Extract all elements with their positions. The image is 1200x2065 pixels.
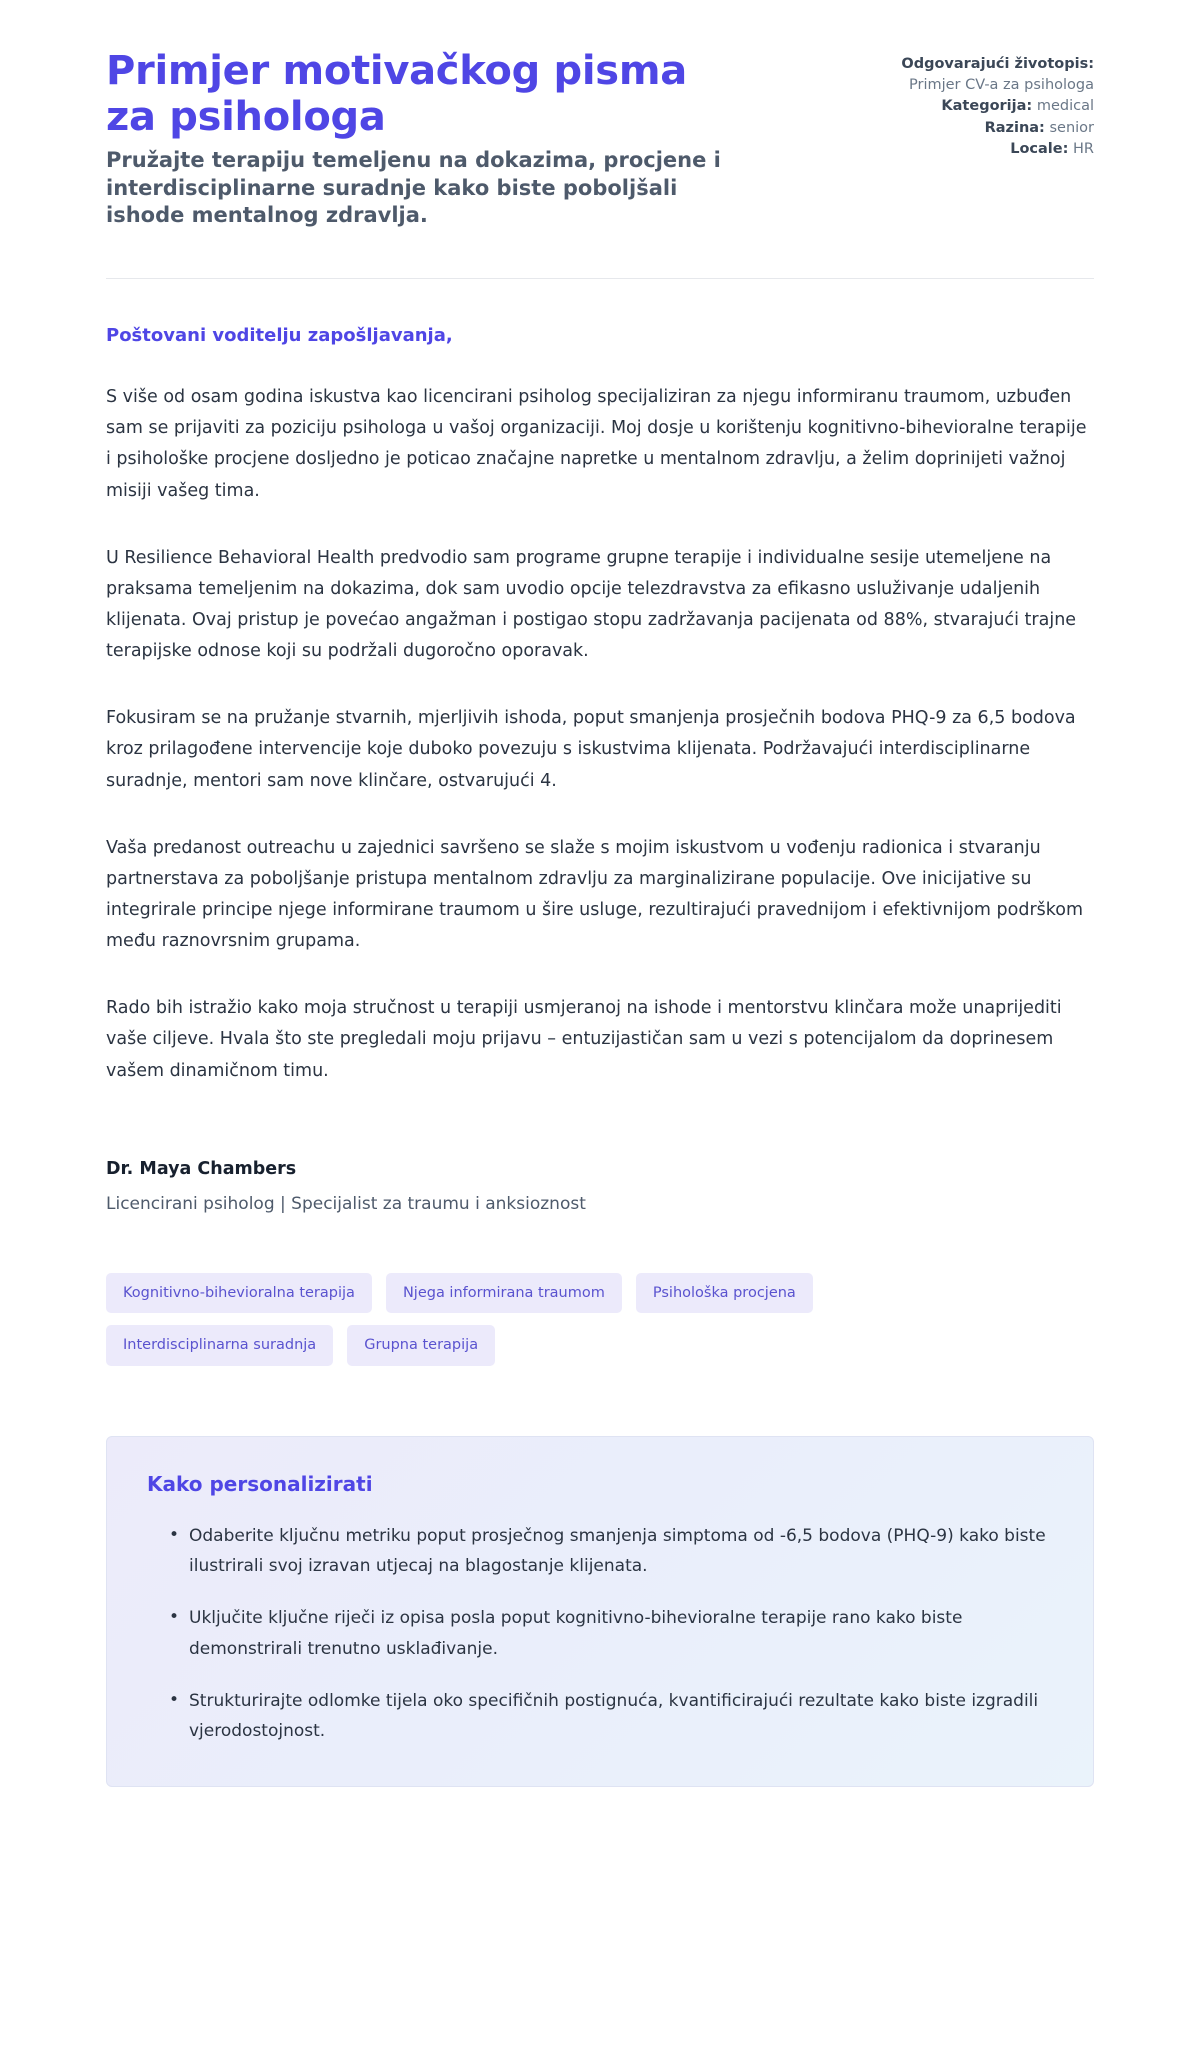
metadata-row-related-resume bbox=[884, 54, 1094, 95]
letter-paragraph-2: U Resilience Behavioral Health predvodio sam programe grupne terapije i individualne sesije utemeljene na praksama temeljenim na dokazima, dok sam uvodio opcije telezdravstva za efikasno usluživanje udaljenih klijenata. Ovaj pristup je povećao angažman i postigao stopu zadržavanja pacijenata od 88%, stvarajući trajne terapijske odnose koji su podržali dugoročno oporavak. bbox=[106, 547, 1077, 662]
metadata-value-category: medical bbox=[1036, 98, 1094, 115]
metadata-row-category bbox=[884, 96, 1094, 117]
skill-tag[interactable]: Grupna terapija bbox=[347, 1325, 495, 1366]
callout-tip-item: • Odaberite ključnu metriku poput prosječnog smanjenja simptoma od -6,5 bodova (PHQ-9) kako biste ilustrirali svoj izravan utjecaj na blagostanje klijenata. bbox=[169, 1521, 1053, 1582]
metadata-label-category: Kategorija: bbox=[941, 98, 1033, 115]
how-to-personalize-callout bbox=[106, 1436, 1094, 1788]
metadata-label-related-resume: Odgovarajući životopis: bbox=[901, 56, 1094, 72]
metadata-value-related-resume: Primjer CV-a za psihologa bbox=[909, 76, 1094, 93]
callout-tip-list bbox=[147, 1521, 1053, 1747]
metadata-row-locale bbox=[884, 139, 1094, 160]
header-title-block bbox=[106, 48, 746, 230]
skill-tag[interactable]: Interdisciplinarna suradnja bbox=[106, 1325, 333, 1366]
letter-paragraph-4: Vaša predanost outreachu u zajednici savršeno se slaže s mojim iskustvom u vođenju radionica i stvaranju partnerstava za poboljšanje pristupa mentalnom zdravlju za marginalizirane populacije. Ove inicijative su integrirale principe njege informirane traumom u šire usluge, rezultirajući pravednijom i efektivnijom podrškom među raznovrsnim grupama. bbox=[106, 837, 1084, 952]
callout-title: Kako personalizirati bbox=[147, 1471, 373, 1496]
callout-tip-item: • Strukturirajte odlomke tijela oko specifičnih postignuća, kvantificirajući rezultate kako biste izgradili vjerodostojnost. bbox=[169, 1686, 1053, 1747]
skill-tag[interactable]: Njega informirana traumom bbox=[386, 1273, 622, 1314]
skill-tag-list bbox=[106, 1273, 946, 1366]
page-title: Primjer motivačkog pisma za psihologa bbox=[106, 48, 687, 141]
cover-letter-body bbox=[106, 279, 1094, 1217]
document-header bbox=[106, 48, 1094, 230]
skill-tag[interactable]: Psihološka procjena bbox=[636, 1273, 813, 1314]
signature-role: Licencirani psiholog | Specijalist za traumu i anksioznost bbox=[106, 1194, 586, 1215]
metadata-value-locale: HR bbox=[1073, 141, 1094, 158]
metadata-value-level: senior bbox=[1049, 119, 1094, 136]
letter-paragraph-3: Fokusiram se na pružanje stvarnih, mjerljivih ishoda, poput smanjenja prosječnih bodova PHQ-9 za 6,5 bodova kroz prilagođene intervencije koje duboko povezuju s iskustvima klijenata. Podržavajući interdisciplinarne suradnje, mentori sam nove klinčare, ostvarujući 4. bbox=[106, 708, 1076, 791]
metadata-panel bbox=[884, 48, 1094, 161]
page-subtitle: Pružajte terapiju temeljenu na dokazima, procjene i interdisciplinarne suradnje kako biste poboljšali ishode mentalnog zdravlja. bbox=[106, 147, 721, 228]
metadata-label-level: Razina: bbox=[984, 119, 1045, 136]
letter-salutation: Poštovani voditelju zapošljavanja, bbox=[106, 324, 453, 346]
metadata-label-locale: Locale: bbox=[1010, 141, 1069, 158]
signature-name: Dr. Maya Chambers bbox=[106, 1158, 297, 1179]
callout-tip-item: • Uključite ključne riječi iz opisa posla poput kognitivno-bihevioralne terapije rano kako biste demonstrirali trenutno usklađivanje. bbox=[169, 1603, 1053, 1664]
letter-paragraph-1: S više od osam godina iskustva kao licencirani psiholog specijaliziran za njegu informiranu traumom, uzbuđen sam se prijaviti za poziciju psihologa u vašoj organizaciji. Moj dosje u korištenju kognitivno-bihevioralne terapije i psihološke procjene dosljedno je poticao značajne napretke u mentalnom zdravlju, a želim doprinijeti važnoj misiji vašeg tima. bbox=[106, 387, 1087, 501]
metadata-row-level bbox=[884, 118, 1094, 139]
skill-tag[interactable]: Kognitivno-bihevioralna terapija bbox=[106, 1273, 372, 1314]
letter-paragraph-5: Rado bih istražio kako moja stručnost u terapiji usmjeranoj na ishode i mentorstvu klinčara može unaprijediti vaše ciljeve. Hvala što ste pregledali moju prijavu – entuzijastičan sam u vezi s potencijalom da doprinesem vašem dinamičnom timu. bbox=[106, 998, 1062, 1081]
letter-signature bbox=[106, 1157, 1094, 1217]
